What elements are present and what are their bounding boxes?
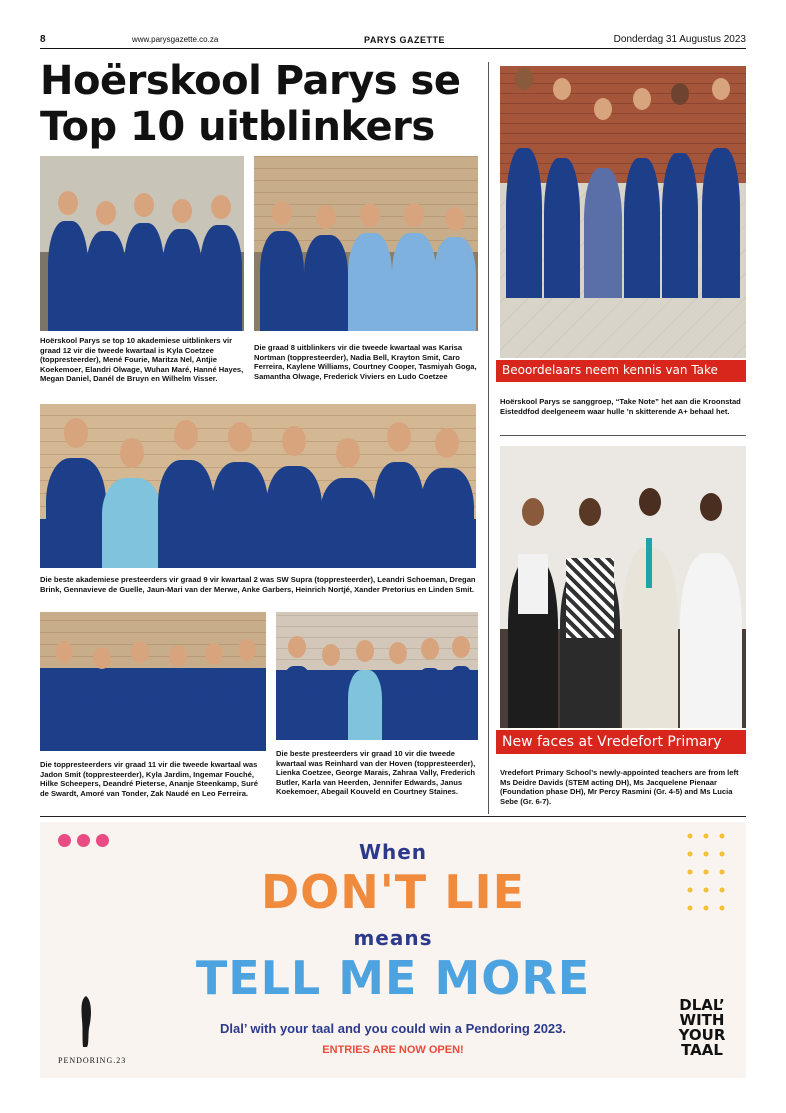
ad-line-means: means: [353, 926, 433, 950]
photo-grade12: [40, 156, 244, 331]
ad-line-tell-me-more: TELL ME MORE: [195, 951, 591, 1005]
ad-cta[interactable]: ENTRIES ARE NOW OPEN!: [322, 1044, 464, 1056]
photo-grade11: [40, 612, 266, 751]
page-number: 8: [40, 34, 46, 45]
ad-line-dont-lie: DON'T LIE: [260, 865, 526, 919]
masthead: PARYS GAZETTE: [364, 35, 446, 45]
header-rule: [40, 48, 746, 49]
caption-grade8: Die graad 8 uitblinkers vir die tweede kwartaal was Karisa Nortman (toppresteerder), Nadia Bell, Krayton Smit, Caro Ferreira, Kaylene Williams, Courtney Cooper, Tasmiyah Goga, Samantha Olwage, Frederick Viviers en Ludo Coetzee: [254, 343, 477, 381]
photo-vredefort: [500, 446, 746, 728]
photo-take-note: [500, 66, 746, 358]
photo-grade10: [276, 612, 478, 740]
caption-grade11: Die toppresteerders vir graad 11 vir die tweede kwartaal was Jadon Smit (toppresteerder), Kyla Jardim, Ingemar Fouché, Hilke Scheepers, Deandré Pieterse, Ananje Steenkamp, Suré de Swardt, Amoré van Tonder, Zak Naudé en Leo Ferreira.: [40, 760, 258, 798]
issue-date: Donderdag 31 Augustus 2023: [613, 34, 746, 45]
page-header: [40, 34, 746, 48]
logo-line: DLAL’: [679, 996, 725, 1014]
caption-grade12: Hoërskool Parys se top 10 akademiese uitblinkers vir graad 12 vir die tweede kwartaal is Kyla Coetzee (toppresteerder), Mené Fourie, Maritza Nel, Antjie Koekemoer, Elandri Olwage, Wuhan Maré, Hanné Hayes, Megan Daniel, Danél de Bruyn en Wilhelm Visser.: [40, 336, 244, 384]
ad-line-when: When: [358, 840, 428, 864]
vredefort-banner: New faces at Vredefort Primary: [496, 730, 746, 754]
section-rule: [500, 435, 746, 436]
caption-take-note: Hoërskool Parys se sanggroep, “Take Note” het aan die Kroonstad Eisteddfod deelgeneem waar hulle ’n skitterende A+ behaal het.: [500, 397, 741, 416]
photo-grade9: [40, 404, 476, 568]
ad-tagline: Dlal’ with your taal and you could win a Pendoring 2023.: [219, 1021, 566, 1036]
take-note-banner: Beoordelaars neem kennis van Take Note talent: [496, 360, 746, 382]
pendoring-logo-icon: [78, 994, 94, 1048]
dlal-logo: [674, 998, 730, 1058]
caption-grade10: Die beste presteerders vir graad 10 vir die tweede kwartaal was Reinhard van der Hoven (toppresteerder), Lienka Coetzee, George Marais, Zahraa Vally, Frederich Butler, Karla van Heerden, Jennifer Edwards, Janus Koekemoer, Abegail Kouveld en Courtney Staines.: [276, 749, 476, 797]
logo-line: YOUR: [678, 1026, 726, 1044]
pendoring-advert[interactable]: [40, 822, 746, 1078]
website-link[interactable]: www.parysgazette.co.za: [132, 35, 219, 44]
photo-grade8: [254, 156, 478, 331]
caption-grade9: Die beste akademiese presteerders vir graad 9 vir kwartaal 2 was SW Supra (toppresteerder), Leandri Schoeman, Dregan Brink, Gennavieve de Guelle, Jaun-Mari van der Merwe, Anke Garbers, Heinrich Nortjé, Xander Pretorius en Linden Smit.: [40, 575, 476, 594]
column-divider: [488, 62, 489, 814]
logo-line: TAAL: [681, 1041, 723, 1059]
pendoring-brand: PENDORING.23: [58, 1056, 127, 1065]
logo-line: WITH: [679, 1011, 725, 1029]
caption-vredefort: Vredefort Primary School’s newly-appointed teachers are from left Ms Deidre Davids (STEM acting DH), Ms Jacquelene Pienaar (Foundation phase DH), Mr Percy Rasmini (Gr. 4-5) and Ms Lucia Sebe (Gr. 6-7).: [500, 768, 739, 806]
ad-rule: [40, 816, 746, 817]
headline: Hoërskool Parys se Top 10 uitblinkers: [40, 58, 461, 150]
